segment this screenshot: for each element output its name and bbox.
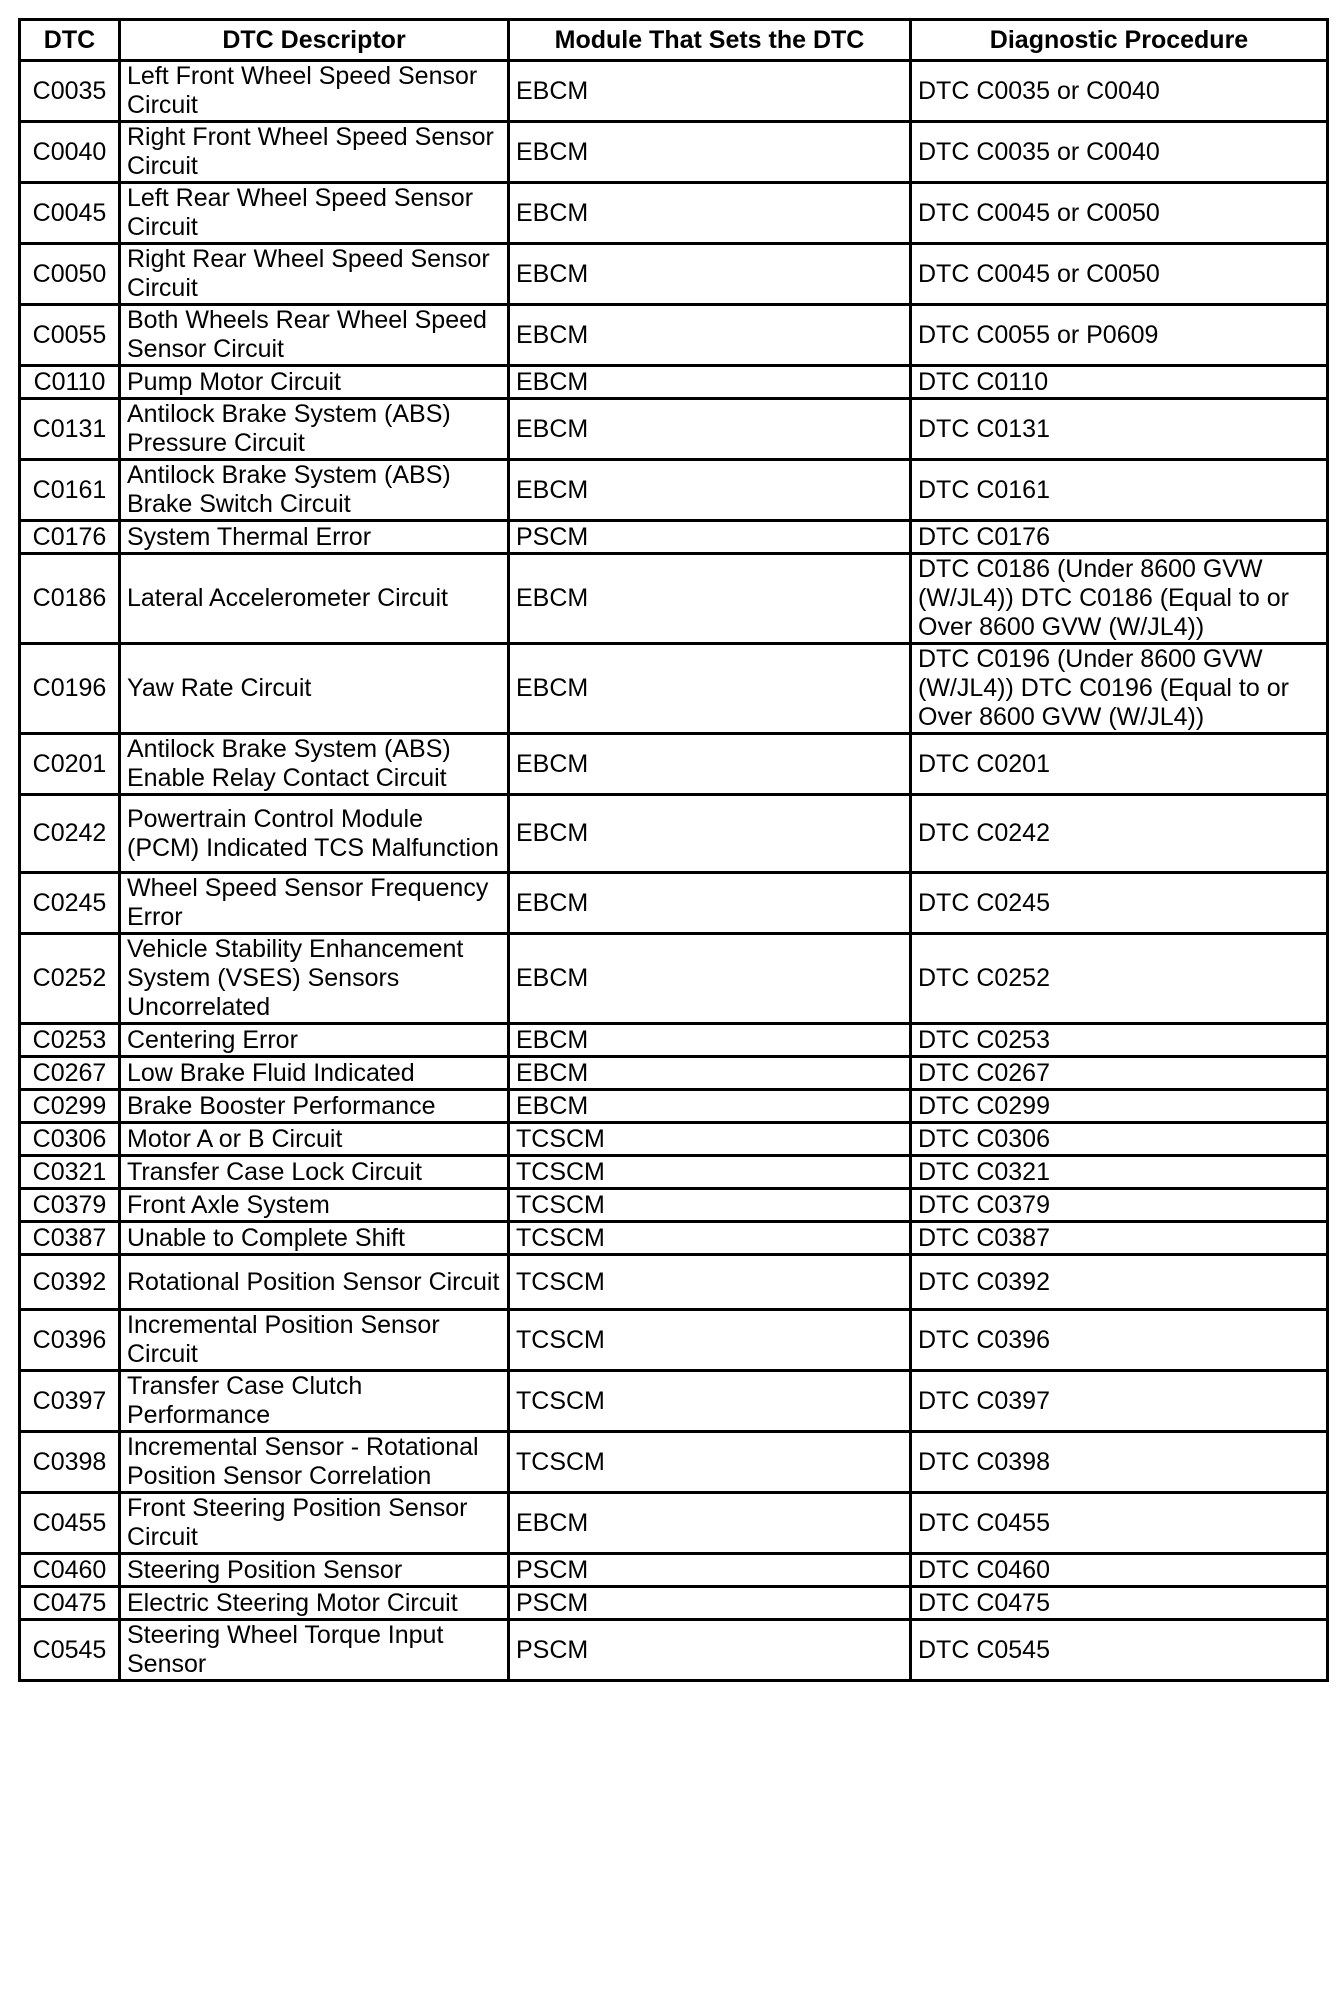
table-row (20, 1620, 1328, 1681)
diagnostic-procedure-cell: DTC C0242 (911, 795, 1328, 873)
diagnostic-procedure-cell: DTC C0201 (911, 734, 1328, 795)
dtc-descriptor-cell: Unable to Complete Shift (120, 1222, 509, 1255)
dtc-code-cell: C0035 (20, 61, 120, 122)
diagnostic-procedure-cell: DTC C0392 (911, 1255, 1328, 1310)
dtc-code-cell: C0242 (20, 795, 120, 873)
table-row (20, 61, 1328, 122)
dtc-code-cell: C0475 (20, 1587, 120, 1620)
table-row (20, 934, 1328, 1024)
module-cell: EBCM (509, 1057, 911, 1090)
dtc-descriptor-cell: Rotational Position Sensor Circuit (120, 1255, 509, 1310)
module-cell: TCSCM (509, 1432, 911, 1493)
table-row (20, 1090, 1328, 1123)
diagnostic-procedure-cell: DTC C0396 (911, 1310, 1328, 1371)
module-cell: TCSCM (509, 1156, 911, 1189)
module-cell: PSCM (509, 1620, 911, 1681)
dtc-code-cell: C0321 (20, 1156, 120, 1189)
dtc-code-cell: C0196 (20, 644, 120, 734)
dtc-descriptor-cell: Brake Booster Performance (120, 1090, 509, 1123)
diagnostic-procedure-cell: DTC C0460 (911, 1554, 1328, 1587)
table-row (20, 366, 1328, 399)
table-row (20, 305, 1328, 366)
table-row (20, 1255, 1328, 1310)
dtc-descriptor-cell: Transfer Case Clutch Performance (120, 1371, 509, 1432)
dtc-code-cell: C0267 (20, 1057, 120, 1090)
dtc-descriptor-cell: Front Steering Position Sensor Circuit (120, 1493, 509, 1554)
dtc-descriptor-cell: Both Wheels Rear Wheel Speed Sensor Circuit (120, 305, 509, 366)
table-row (20, 1222, 1328, 1255)
diagnostic-procedure-cell: DTC C0252 (911, 934, 1328, 1024)
dtc-descriptor-cell: Centering Error (120, 1024, 509, 1057)
dtc-code-cell: C0379 (20, 1189, 120, 1222)
table-row (20, 460, 1328, 521)
table-row (20, 1432, 1328, 1493)
dtc-descriptor-cell: Powertrain Control Module (PCM) Indicated TCS Malfunction (120, 795, 509, 873)
table-header-row (20, 20, 1328, 61)
dtc-descriptor-cell: Steering Wheel Torque Input Sensor (120, 1620, 509, 1681)
diagnostic-procedure-cell: DTC C0397 (911, 1371, 1328, 1432)
diagnostic-procedure-cell: DTC C0055 or P0609 (911, 305, 1328, 366)
diagnostic-procedure-cell: DTC C0321 (911, 1156, 1328, 1189)
table-row (20, 1554, 1328, 1587)
diagnostic-procedure-cell: DTC C0387 (911, 1222, 1328, 1255)
module-cell: EBCM (509, 554, 911, 644)
module-cell: EBCM (509, 122, 911, 183)
dtc-descriptor-cell: Wheel Speed Sensor Frequency Error (120, 873, 509, 934)
table-body (20, 61, 1328, 1681)
diagnostic-procedure-cell: DTC C0245 (911, 873, 1328, 934)
dtc-descriptor-cell: Transfer Case Lock Circuit (120, 1156, 509, 1189)
diagnostic-procedure-cell: DTC C0455 (911, 1493, 1328, 1554)
table-row (20, 183, 1328, 244)
header-procedure: Diagnostic Procedure (911, 20, 1328, 61)
diagnostic-procedure-cell: DTC C0545 (911, 1620, 1328, 1681)
header-dtc: DTC (20, 20, 120, 61)
dtc-code-cell: C0131 (20, 399, 120, 460)
dtc-descriptor-cell: Left Front Wheel Speed Sensor Circuit (120, 61, 509, 122)
diagnostic-procedure-cell: DTC C0045 or C0050 (911, 183, 1328, 244)
dtc-table (18, 18, 1329, 1682)
dtc-code-cell: C0306 (20, 1123, 120, 1156)
dtc-code-cell: C0392 (20, 1255, 120, 1310)
module-cell: EBCM (509, 305, 911, 366)
diagnostic-procedure-cell: DTC C0176 (911, 521, 1328, 554)
module-cell: EBCM (509, 399, 911, 460)
dtc-code-cell: C0253 (20, 1024, 120, 1057)
dtc-code-cell: C0245 (20, 873, 120, 934)
table-row (20, 122, 1328, 183)
dtc-code-cell: C0055 (20, 305, 120, 366)
module-cell: EBCM (509, 61, 911, 122)
dtc-descriptor-cell: System Thermal Error (120, 521, 509, 554)
dtc-descriptor-cell: Electric Steering Motor Circuit (120, 1587, 509, 1620)
module-cell: TCSCM (509, 1123, 911, 1156)
dtc-descriptor-cell: Motor A or B Circuit (120, 1123, 509, 1156)
module-cell: TCSCM (509, 1222, 911, 1255)
module-cell: EBCM (509, 366, 911, 399)
module-cell: EBCM (509, 934, 911, 1024)
diagnostic-procedure-cell: DTC C0379 (911, 1189, 1328, 1222)
module-cell: EBCM (509, 244, 911, 305)
table-row (20, 1156, 1328, 1189)
dtc-code-cell: C0186 (20, 554, 120, 644)
table-row (20, 1310, 1328, 1371)
diagnostic-procedure-cell: DTC C0398 (911, 1432, 1328, 1493)
module-cell: TCSCM (509, 1189, 911, 1222)
dtc-code-cell: C0387 (20, 1222, 120, 1255)
diagnostic-procedure-cell: DTC C0299 (911, 1090, 1328, 1123)
diagnostic-procedure-cell: DTC C0035 or C0040 (911, 122, 1328, 183)
diagnostic-procedure-cell: DTC C0253 (911, 1024, 1328, 1057)
dtc-code-cell: C0397 (20, 1371, 120, 1432)
module-cell: TCSCM (509, 1255, 911, 1310)
dtc-descriptor-cell: Yaw Rate Circuit (120, 644, 509, 734)
table-row (20, 1371, 1328, 1432)
module-cell: EBCM (509, 183, 911, 244)
table-row (20, 1587, 1328, 1620)
header-module: Module That Sets the DTC (509, 20, 911, 61)
diagnostic-procedure-cell: DTC C0035 or C0040 (911, 61, 1328, 122)
table-row (20, 399, 1328, 460)
dtc-descriptor-cell: Low Brake Fluid Indicated (120, 1057, 509, 1090)
dtc-descriptor-cell: Incremental Sensor - Rotational Position Sensor Correlation (120, 1432, 509, 1493)
dtc-descriptor-cell: Steering Position Sensor (120, 1554, 509, 1587)
dtc-descriptor-cell: Right Front Wheel Speed Sensor Circuit (120, 122, 509, 183)
diagnostic-procedure-cell: DTC C0161 (911, 460, 1328, 521)
module-cell: PSCM (509, 521, 911, 554)
module-cell: PSCM (509, 1587, 911, 1620)
dtc-code-cell: C0161 (20, 460, 120, 521)
dtc-code-cell: C0396 (20, 1310, 120, 1371)
diagnostic-procedure-cell: DTC C0045 or C0050 (911, 244, 1328, 305)
module-cell: EBCM (509, 795, 911, 873)
dtc-descriptor-cell: Left Rear Wheel Speed Sensor Circuit (120, 183, 509, 244)
dtc-descriptor-cell: Pump Motor Circuit (120, 366, 509, 399)
dtc-code-cell: C0460 (20, 1554, 120, 1587)
table-row (20, 1493, 1328, 1554)
dtc-code-cell: C0398 (20, 1432, 120, 1493)
module-cell: EBCM (509, 1024, 911, 1057)
table-row (20, 554, 1328, 644)
table-row (20, 734, 1328, 795)
dtc-code-cell: C0201 (20, 734, 120, 795)
table-row (20, 1024, 1328, 1057)
dtc-descriptor-cell: Incremental Position Sensor Circuit (120, 1310, 509, 1371)
header-descriptor: DTC Descriptor (120, 20, 509, 61)
diagnostic-procedure-cell: DTC C0131 (911, 399, 1328, 460)
diagnostic-procedure-cell: DTC C0267 (911, 1057, 1328, 1090)
dtc-code-cell: C0252 (20, 934, 120, 1024)
table-row (20, 244, 1328, 305)
diagnostic-procedure-cell: DTC C0110 (911, 366, 1328, 399)
diagnostic-procedure-cell: DTC C0475 (911, 1587, 1328, 1620)
table-row (20, 1123, 1328, 1156)
module-cell: PSCM (509, 1554, 911, 1587)
diagnostic-procedure-cell: DTC C0306 (911, 1123, 1328, 1156)
module-cell: EBCM (509, 1493, 911, 1554)
table-row (20, 1057, 1328, 1090)
dtc-code-cell: C0299 (20, 1090, 120, 1123)
dtc-descriptor-cell: Antilock Brake System (ABS) Pressure Circuit (120, 399, 509, 460)
diagnostic-procedure-cell: DTC C0196 (Under 8600 GVW (W/JL4)) DTC C0196 (Equal to or Over 8600 GVW (W/JL4)) (911, 644, 1328, 734)
table-row (20, 521, 1328, 554)
dtc-code-cell: C0040 (20, 122, 120, 183)
diagnostic-procedure-cell: DTC C0186 (Under 8600 GVW (W/JL4)) DTC C0186 (Equal to or Over 8600 GVW (W/JL4)) (911, 554, 1328, 644)
table-row (20, 1189, 1328, 1222)
dtc-code-cell: C0545 (20, 1620, 120, 1681)
dtc-descriptor-cell: Antilock Brake System (ABS) Enable Relay Contact Circuit (120, 734, 509, 795)
module-cell: TCSCM (509, 1371, 911, 1432)
dtc-code-cell: C0455 (20, 1493, 120, 1554)
dtc-code-cell: C0110 (20, 366, 120, 399)
module-cell: EBCM (509, 734, 911, 795)
dtc-descriptor-cell: Antilock Brake System (ABS) Brake Switch Circuit (120, 460, 509, 521)
table-row (20, 644, 1328, 734)
dtc-descriptor-cell: Front Axle System (120, 1189, 509, 1222)
module-cell: EBCM (509, 873, 911, 934)
dtc-descriptor-cell: Lateral Accelerometer Circuit (120, 554, 509, 644)
dtc-descriptor-cell: Right Rear Wheel Speed Sensor Circuit (120, 244, 509, 305)
dtc-code-cell: C0050 (20, 244, 120, 305)
module-cell: EBCM (509, 644, 911, 734)
module-cell: TCSCM (509, 1310, 911, 1371)
dtc-code-cell: C0176 (20, 521, 120, 554)
module-cell: EBCM (509, 1090, 911, 1123)
dtc-descriptor-cell: Vehicle Stability Enhancement System (VSES) Sensors Uncorrelated (120, 934, 509, 1024)
table-row (20, 873, 1328, 934)
table-row (20, 795, 1328, 873)
module-cell: EBCM (509, 460, 911, 521)
dtc-code-cell: C0045 (20, 183, 120, 244)
